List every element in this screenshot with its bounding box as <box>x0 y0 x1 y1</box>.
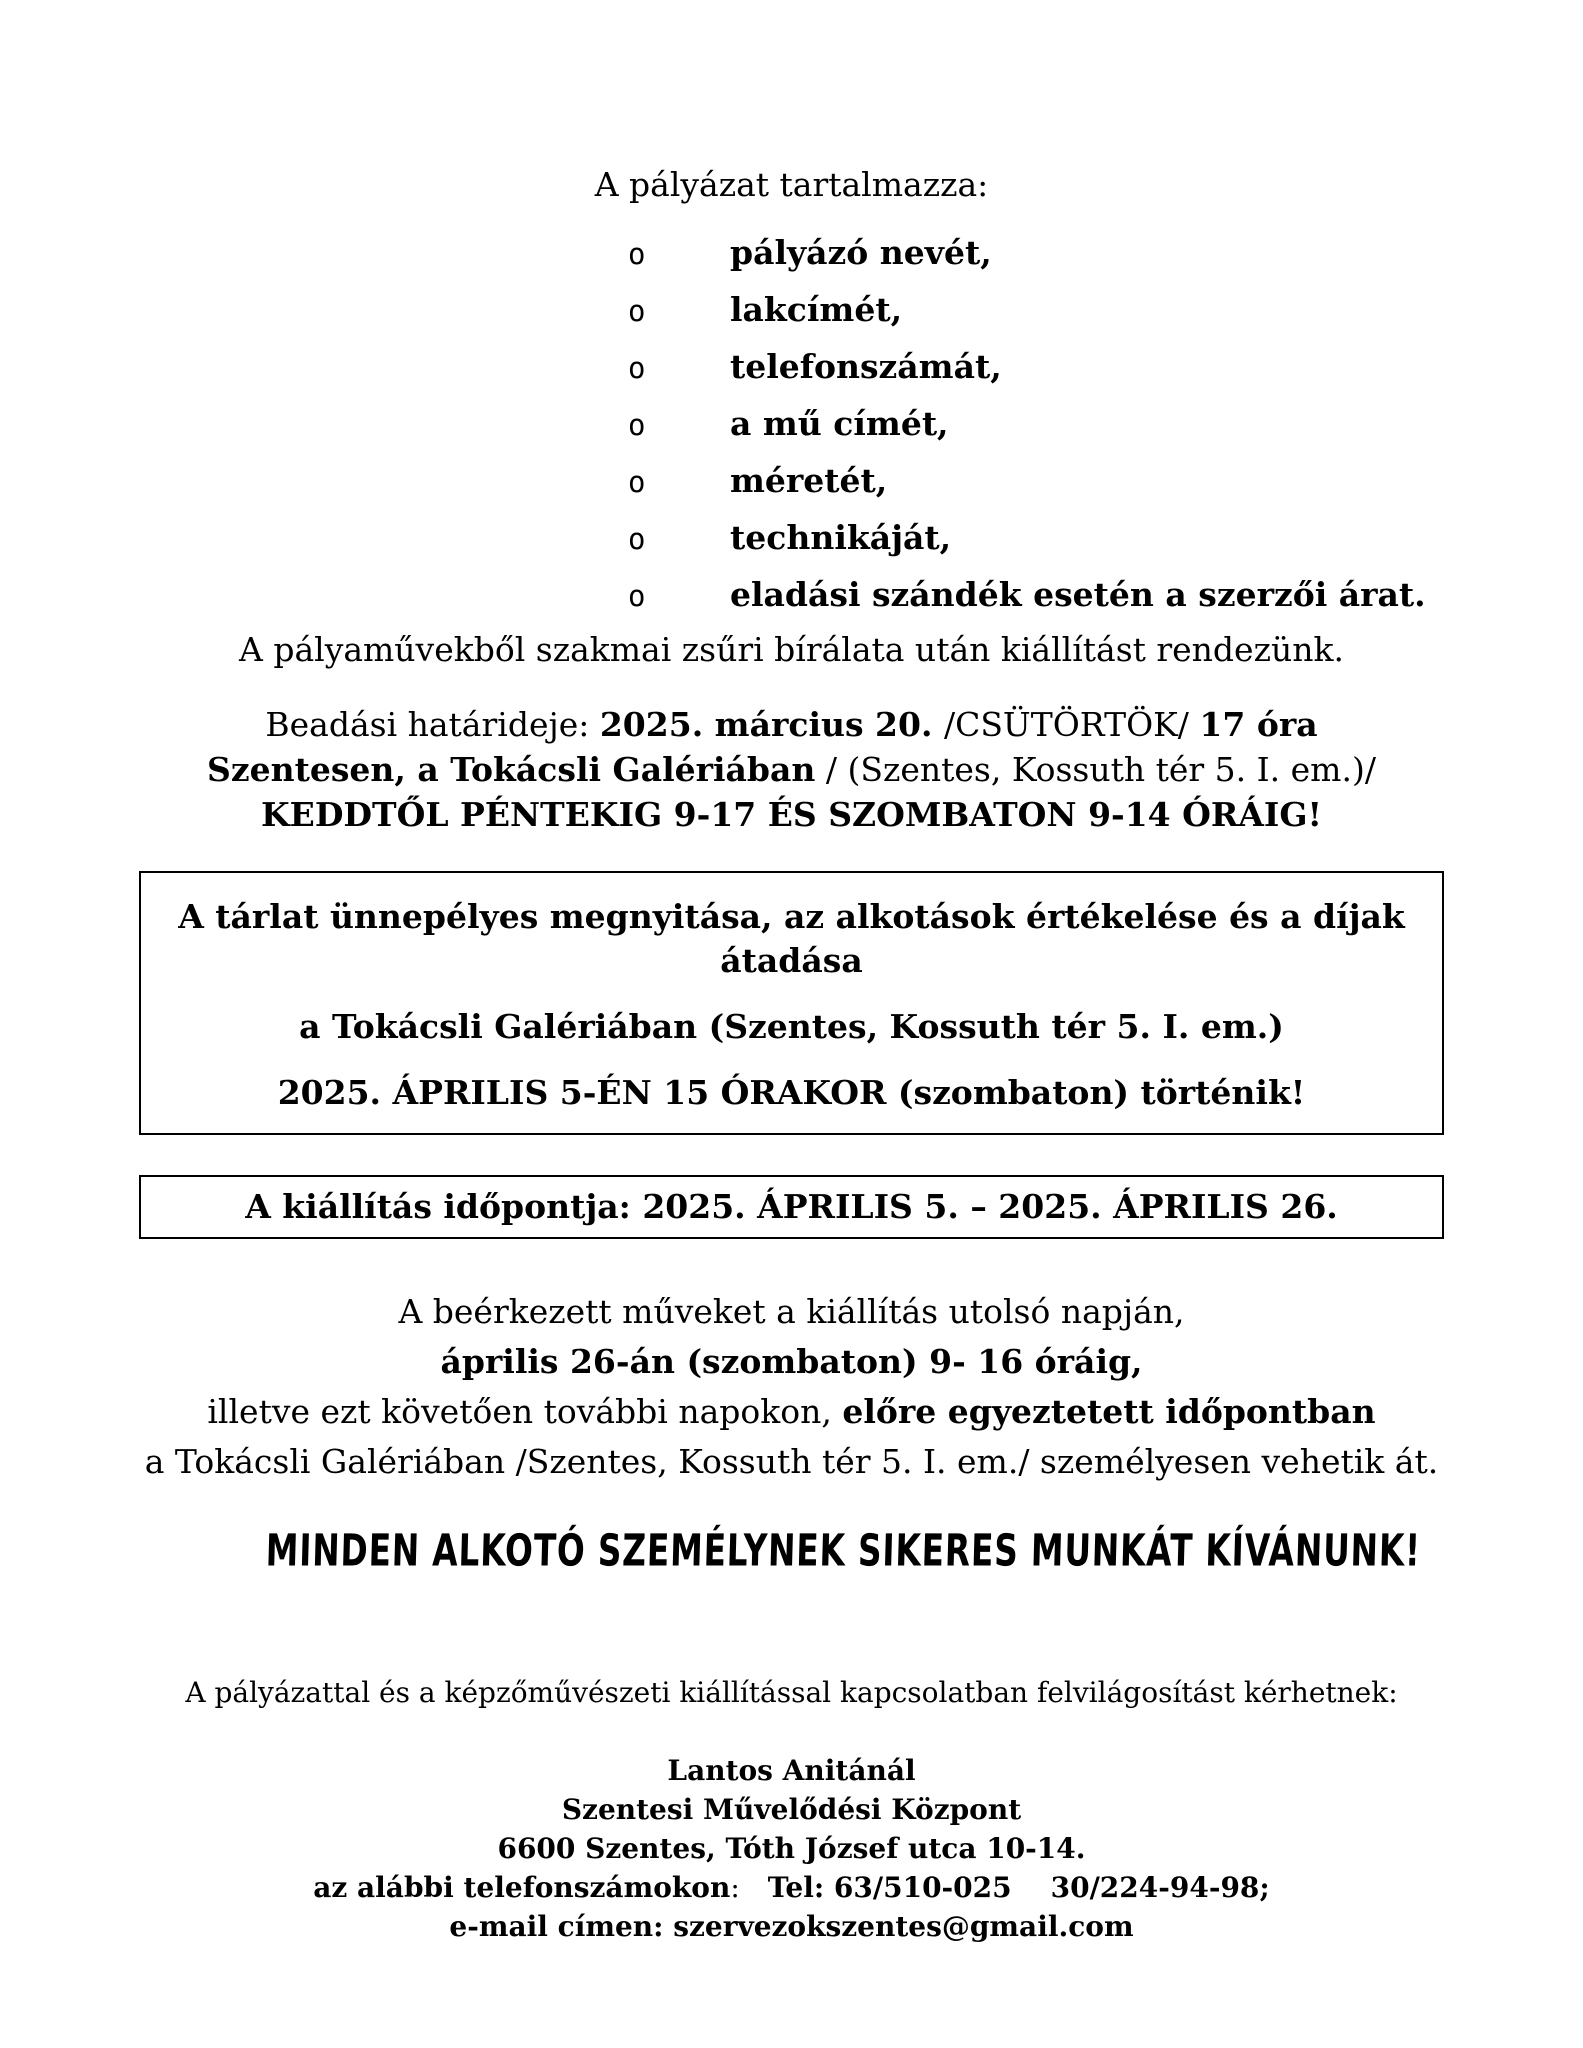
contact-address: 6600 Szentes, Tóth József utca 10-14. <box>497 1832 1086 1865</box>
deadline-time: 17 óra <box>1199 705 1318 744</box>
contact-org: Szentesi Művelődési Központ <box>561 1793 1022 1826</box>
opening-box-line-3: 2025. ÁPRILIS 5-ÉN 15 ÓRAKOR (szombaton) történik! <box>277 1073 1306 1112</box>
phone-numbers: Tel: 63/510-025 30/224-94-98; <box>767 1871 1270 1904</box>
bullet-marker: o <box>628 237 646 271</box>
requirement-label: a mű címét, <box>730 404 949 443</box>
deadline-venue: Szentesen, a Tokácsli Galériában <box>207 750 816 789</box>
requirement-item <box>139 510 1444 567</box>
requirement-label: eladási szándék esetén a szerzői árat. <box>730 575 1426 614</box>
opening-hours-line: KEDDTŐL PÉNTEKIG 9-17 ÉS SZOMBATON 9-14 ÓRÁIG! <box>260 795 1323 834</box>
requirement-label: technikáját, <box>730 518 952 557</box>
pickup-line-3 <box>139 1387 1444 1437</box>
deadline-venue-address: / (Szentes, Kossuth tér 5. I. em.)/ <box>815 750 1376 789</box>
requirement-item <box>139 453 1444 510</box>
requirement-item <box>139 396 1444 453</box>
deadline-line-2 <box>139 747 1444 792</box>
pickup-line-3-bold: előre egyeztetett időpontban <box>842 1392 1376 1431</box>
requirement-label: lakcímét, <box>730 290 903 329</box>
wish-line <box>139 1523 1444 1581</box>
contact-name: Lantos Anitánál <box>667 1754 916 1787</box>
bullet-marker: o <box>628 579 646 613</box>
contact-phone-line <box>139 1868 1444 1907</box>
opening-box-line-1: A tárlat ünnepélyes megnyitása, az alkotások értékelése és a díjak átadása <box>178 897 1405 980</box>
deadline-day: /CSÜTÖRTÖK/ <box>943 705 1200 744</box>
wish-text: MINDEN ALKOTÓ SZEMÉLYNEK SIKERES MUNKÁT KÍVÁNUNK! <box>265 1525 1422 1577</box>
phone-colon: : <box>730 1871 740 1904</box>
exhibition-period-box <box>139 1175 1444 1239</box>
requirement-label: méretét, <box>730 461 888 500</box>
deadline-date: 2025. március 20. <box>599 705 944 744</box>
requirement-item <box>139 282 1444 339</box>
requirement-item <box>139 225 1444 282</box>
pickup-line-4: a Tokácsli Galériában /Szentes, Kossuth tér 5. I. em./ személyesen vehetik át. <box>144 1442 1439 1481</box>
requirement-item <box>139 339 1444 396</box>
bullet-marker: o <box>628 522 646 556</box>
phone-label: az alábbi telefonszámokon <box>313 1871 731 1904</box>
deadline-line-1 <box>139 702 1444 747</box>
bullet-marker: o <box>628 294 646 328</box>
pickup-block <box>139 1287 1444 1487</box>
exhibition-period-line: A kiállítás időpontja: 2025. ÁPRILIS 5. – 2025. ÁPRILIS 26. <box>245 1187 1338 1226</box>
requirement-label: telefonszámát, <box>730 347 1002 386</box>
bullet-marker: o <box>628 465 646 499</box>
deadline-block <box>139 702 1444 837</box>
pickup-line-2: április 26-án (szombaton) 9- 16 óráig, <box>440 1342 1143 1381</box>
contact-intro: A pályázattal és a képzőművészeti kiállítással kapcsolatban felvilágosítást kérhetnek: <box>185 1676 1398 1709</box>
contact-email-line: e-mail címen: szervezokszentes@gmail.com <box>449 1910 1134 1943</box>
requirement-item <box>139 567 1444 624</box>
requirement-label: pályázó nevét, <box>730 233 992 272</box>
requirements-list <box>139 225 1444 624</box>
bullet-marker: o <box>628 351 646 385</box>
pickup-line-1: A beérkezett műveket a kiállítás utolsó napján, <box>398 1292 1185 1331</box>
opening-ceremony-box <box>139 871 1444 1135</box>
jury-note: A pályaművekből szakmai zsűri bírálata után kiállítást rendezünk. <box>239 630 1344 669</box>
intro-title: A pályázat tartalmazza: <box>594 165 989 204</box>
opening-box-line-2: a Tokácsli Galériában (Szentes, Kossuth tér 5. I. em.) <box>299 1007 1284 1046</box>
pickup-line-3-regular: illetve ezt követően további napokon, <box>207 1392 843 1431</box>
contact-block <box>139 1751 1444 1946</box>
deadline-label: Beadási határideje: <box>265 705 600 744</box>
bullet-marker: o <box>628 408 646 442</box>
